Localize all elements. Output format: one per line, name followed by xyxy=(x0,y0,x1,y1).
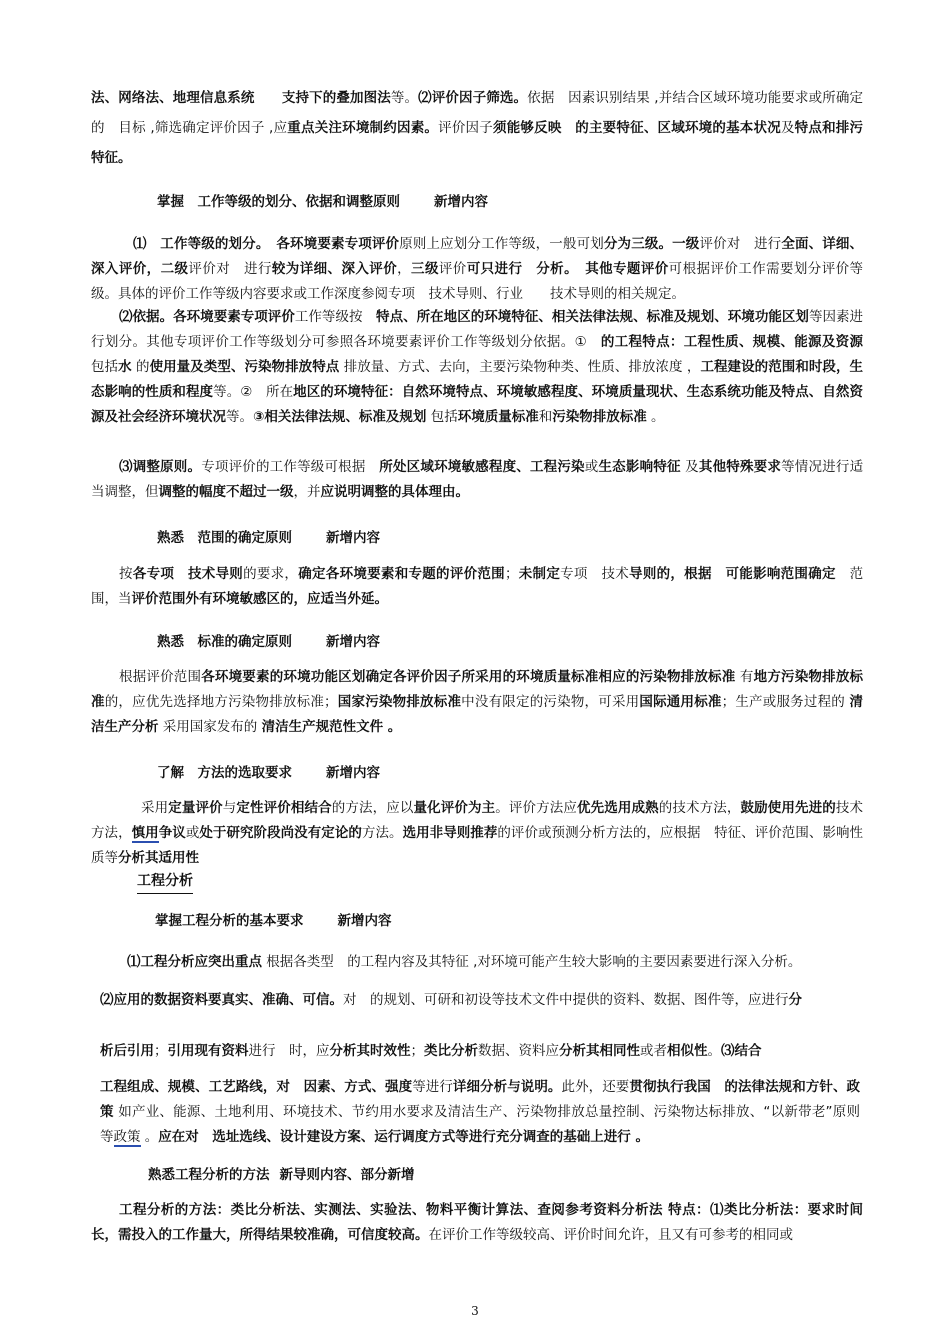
text-run: 其他特殊要求 xyxy=(698,459,782,475)
text-run: 根据评价范围 xyxy=(119,669,202,685)
text-run: 可根据评价工作需要划分评价等级。具体的评价工作等级内容要求或工作深度参阅专项 技术导则、行业 技术导则的相关规定。 xyxy=(91,261,864,302)
text-run: 污染物排放标准 xyxy=(552,409,647,425)
text-run xyxy=(263,236,277,252)
text-run: 或 xyxy=(185,825,200,841)
text-run: ③相关法律法规、标准及规划 xyxy=(253,409,427,425)
text-run: 等。 xyxy=(226,409,253,425)
text-run: 相似性 xyxy=(667,1043,708,1059)
text-run: 法、网络法、地理信息系统 xyxy=(91,90,255,106)
new-content-tag: 新导则内容、部分新增 xyxy=(279,1167,415,1183)
text-run: 包括 xyxy=(91,359,119,375)
text-run: 所处区域环境敏感程度、工程污染 xyxy=(379,459,585,475)
text-run: 采用国家发布的 xyxy=(158,719,262,735)
text-run: ⑵应用的数据资料要真实、准确、可信。 xyxy=(100,992,343,1008)
new-content-tag: 新增内容 xyxy=(337,913,392,929)
heading-label: 了解 方法的选取要求 xyxy=(157,765,292,781)
text-run: 的工程特点：工程性质、规模、能源及资源 xyxy=(600,334,864,350)
text-run: 引用现有资料 xyxy=(167,1043,249,1059)
heading-label: 熟悉 标准的确定原则 xyxy=(157,634,292,650)
text-run: 进行 时，应 xyxy=(248,1043,330,1059)
text-run: 争议 xyxy=(158,825,186,841)
text-run: ⑴工程分析应突出重点 xyxy=(127,954,262,970)
new-content-tag: 新增内容 xyxy=(326,765,380,781)
text-run: 和 xyxy=(538,409,553,425)
text-run: 专项评价的工作等级可根据 xyxy=(201,459,380,475)
text-run: ⑵评价因子筛选。 xyxy=(418,90,528,106)
text-run: 鼓励使用先进的 xyxy=(740,800,836,816)
text-run: 的 xyxy=(131,359,150,375)
paragraph-scope xyxy=(91,562,863,612)
text-run: 等。 xyxy=(390,90,419,106)
text-run: 重点关注环境制约因素。 xyxy=(287,120,439,136)
paragraph-data-reliability xyxy=(100,988,860,1013)
text-run: 类比分析 xyxy=(424,1043,478,1059)
text-run: 调整的幅度不超过一级 xyxy=(158,484,294,500)
text-run: 政策 xyxy=(113,1129,141,1145)
text-run: 清洁生产规范性文件 。 xyxy=(261,719,402,735)
text-run: ，并 xyxy=(293,484,321,500)
text-run: ； xyxy=(504,566,519,582)
text-run: 中没有限定的污染物，可采用 xyxy=(461,694,640,710)
new-content-tag: 新增内容 xyxy=(326,634,380,650)
text-run: 应说明调整的具体理由。 xyxy=(320,484,469,500)
paragraph-basis xyxy=(91,305,863,430)
text-run: 在评价工作等级较高、评价时间允许，且又有可参考的相同或 xyxy=(428,1227,793,1243)
text-run: 地方污染物排放标准 xyxy=(91,669,864,710)
text-run: 评价 xyxy=(438,261,467,277)
text-run: 应在对 选址选线、设计建设方案、运行调度方式等进行充分调查的基础上进行 。 xyxy=(158,1129,649,1145)
text-run: 可只进行 分析。 xyxy=(466,261,572,277)
text-run: 与 xyxy=(222,800,237,816)
text-run: 的技术方法， xyxy=(658,800,741,816)
text-run xyxy=(571,261,585,277)
text-run: 生态影响特征 xyxy=(598,459,681,475)
text-run: ⑶调整原则。 xyxy=(119,459,202,475)
paragraph-method xyxy=(91,796,863,871)
text-run: 工程组成、规模、工艺路线，对 xyxy=(100,1079,304,1095)
text-run: ⑵依据。各环境要素专项评价 xyxy=(119,309,295,325)
text-run: 量化评价为主 xyxy=(413,800,496,816)
text-run: 贯彻执行我国 的法律法规和方针、政策 xyxy=(100,1079,861,1120)
text-run: ⑶结合 xyxy=(721,1043,762,1059)
text-run: 定量评价 xyxy=(168,800,223,816)
paragraph-standard xyxy=(91,665,863,740)
heading-label: 掌握工程分析的基本要求 xyxy=(155,913,304,929)
heading-label: 熟悉工程分析的方法 xyxy=(148,1167,270,1183)
text-run: 及 xyxy=(680,459,699,475)
text-run: 详细分析与说明。 xyxy=(452,1079,562,1095)
text-run: ⑴ xyxy=(133,236,161,252)
text-run: 评价对 进行 xyxy=(699,236,782,252)
text-run: 优先选用成熟 xyxy=(577,800,659,816)
text-run: 采用 xyxy=(141,800,169,816)
text-run: 或者 xyxy=(640,1043,667,1059)
text-run: ； xyxy=(410,1043,424,1059)
new-content-tag: 新增内容 xyxy=(326,530,380,546)
text-run: 评价因子 xyxy=(438,120,493,136)
text-run: 依据 因素识别结果 ,并结合区域环境功能要求或所确定的 目标 ,筛选确定评价因子 ,应 xyxy=(91,90,864,136)
text-run: 技术方法， xyxy=(91,800,863,841)
section-title: 工程分析 xyxy=(137,870,193,894)
text-run: ；生产或服务过程的 xyxy=(721,694,850,710)
text-run: 特点和排污特征。 xyxy=(91,120,864,166)
text-run: 析后引用 xyxy=(100,1043,154,1059)
text-run: 未制定 xyxy=(518,566,561,582)
text-run: 环境质量标准 xyxy=(457,409,539,425)
paragraph-engineering-methods xyxy=(91,1198,863,1248)
text-run: 二级 xyxy=(160,261,189,277)
text-run: 工程分析的方法：类比分析法、实测法、实验法、物料平衡计算法、查阅参考资料分析法 特点：⑴类比分析法：要求时间长，需投入的工作量大，所得结果较准确，可信度较高。 xyxy=(91,1202,863,1243)
text-run: 分为三级。一级 xyxy=(603,236,700,252)
text-run: 使用量及类型、污染物排放特点 xyxy=(149,359,340,375)
text-run: 水 xyxy=(118,359,132,375)
heading-engineering-methods xyxy=(148,1164,415,1186)
text-run: 选用非导则推荐 xyxy=(402,825,498,841)
text-run: 等因素进行划分。其他专项评价工作等级划分可参照各环境要素评价工作等级划分依据。① xyxy=(91,309,864,350)
text-run: 地区的环境特征：自然环境特点、环境敏感程度、环境质量现状、生态系统功能及特点、自然资源及社会经济环境状况 xyxy=(91,384,864,425)
text-run: 全面、详细、深入评价， xyxy=(91,236,864,277)
text-run: 范围，当 xyxy=(91,566,864,607)
text-run: 对 的规划、可研和初设等技术文件中提供的资料、数据、图件等，应进行 xyxy=(343,992,789,1008)
text-run: 评价对 进行 xyxy=(188,261,272,277)
paragraph-combine-engineering xyxy=(100,1075,860,1150)
text-run: 等进行 xyxy=(412,1079,453,1095)
paragraph-data-reliability-cont xyxy=(100,1039,860,1064)
text-run: 分析其相同性 xyxy=(559,1043,640,1059)
text-run: 分析其时效性 xyxy=(329,1043,411,1059)
text-run: 各环境要素专项评价 xyxy=(276,236,400,252)
text-run: 。 xyxy=(646,409,665,425)
paragraph-emphasis xyxy=(91,950,863,975)
text-run: 特点、所在地区的环境特征、相关法律法规、标准及规划、环境功能区划 xyxy=(376,309,809,325)
text-run: 排放量、方式、去向，主要污染物种类、性质、排放浓度 ， xyxy=(339,359,701,375)
text-run: 的，应优先选择地方污染物排放标准； xyxy=(104,694,338,710)
text-run: 国家污染物排放标准 xyxy=(337,694,462,710)
text-run: 三级 xyxy=(411,261,439,277)
new-content-tag: 新增内容 xyxy=(434,194,488,210)
text-run: 较为详细、深入评价 xyxy=(271,261,398,277)
text-run: 工作等级的划分。 xyxy=(160,236,263,252)
text-run: 。 xyxy=(707,1043,721,1059)
text-run: 支持下的叠加图法 xyxy=(254,90,391,106)
text-run: 各专项 xyxy=(132,566,188,582)
text-run: 国际通用标准 xyxy=(639,694,722,710)
text-run: 工作等级按 xyxy=(294,309,377,325)
heading-engineering-requirements xyxy=(155,910,392,932)
text-run: 的评价或预测分析方法的，应根据 特征、评价范围、影响性质等 xyxy=(91,825,864,866)
text-run: 有 xyxy=(735,669,754,685)
heading-standard xyxy=(157,631,380,653)
text-run: 其他专题评价 xyxy=(585,261,669,277)
text-run: 专项 技术 xyxy=(560,566,630,582)
text-run: 。 xyxy=(140,1129,159,1145)
text-run: 的要求， xyxy=(243,566,299,582)
text-run: 包括 xyxy=(426,409,458,425)
text-run: 按 xyxy=(119,566,133,582)
page-number: 3 xyxy=(471,1304,479,1318)
paragraph-adjust-principle xyxy=(91,455,863,505)
text-run: 因素、方式、强度 xyxy=(303,1079,413,1095)
text-run: 等。② 所在 xyxy=(213,384,294,400)
text-run: 等情况进行适当调整，但 xyxy=(91,459,864,500)
text-run: 如产业、能源、土地利用、环境技术、节约用水要求及清洁生产、污染物排放总量控制、污染物达标排放、“以新带老”原则等 xyxy=(100,1104,861,1145)
text-run: 须能够反映 的主要特征、区域环境的基本状况 xyxy=(492,120,781,136)
paragraph-level-division xyxy=(91,232,863,307)
heading-work-level xyxy=(157,191,488,213)
text-run: 及 xyxy=(780,120,795,136)
text-run: 导则的，根据 可能影响范围确定 xyxy=(629,566,850,582)
text-run: 清洁生产分析 xyxy=(91,694,864,735)
heading-method xyxy=(157,762,380,784)
text-run: 分 xyxy=(788,992,802,1008)
text-run: 此外，还要 xyxy=(561,1079,630,1095)
text-run: ， xyxy=(397,261,412,277)
text-run: 分析其适用性 xyxy=(118,850,199,866)
text-run: 确定各环境要素和专题的评价范围 xyxy=(298,566,505,582)
text-run: 处于研究阶段尚没有定论的 xyxy=(199,825,362,841)
text-run: ； xyxy=(154,1043,168,1059)
text-run: 技术导则 xyxy=(187,566,244,582)
text-run: 根据各类型 的工程内容及其特征 ,对环境可能产生较大影响的主要因素要进行深入分析。 xyxy=(262,954,802,970)
heading-label: 掌握 工作等级的划分、依据和调整原则 xyxy=(157,194,400,210)
text-run: 定性评价相结合 xyxy=(236,800,332,816)
text-run: 工程建设的范围和时段，生态影响的性质和程度 xyxy=(91,359,864,400)
heading-label: 熟悉 范围的确定原则 xyxy=(157,530,292,546)
paragraph-1 xyxy=(91,83,863,173)
heading-scope xyxy=(157,527,380,549)
text-run: 慎用 xyxy=(131,825,159,841)
text-run: 。评价方法应 xyxy=(495,800,577,816)
text-run: 各环境要素的环境功能区划确定各评价因子所采用的环境质量标准相应的污染物排放标准 xyxy=(201,669,736,685)
text-run: 方法。 xyxy=(361,825,403,841)
text-run: 原则上应划分工作等级，一般可划 xyxy=(399,236,604,252)
text-run: 或 xyxy=(584,459,599,475)
text-run: 的方法，应以 xyxy=(331,800,414,816)
text-run: 数据、资料应 xyxy=(478,1043,559,1059)
text-run: 评价范围外有环境敏感区的，应适当外延。 xyxy=(131,591,388,607)
